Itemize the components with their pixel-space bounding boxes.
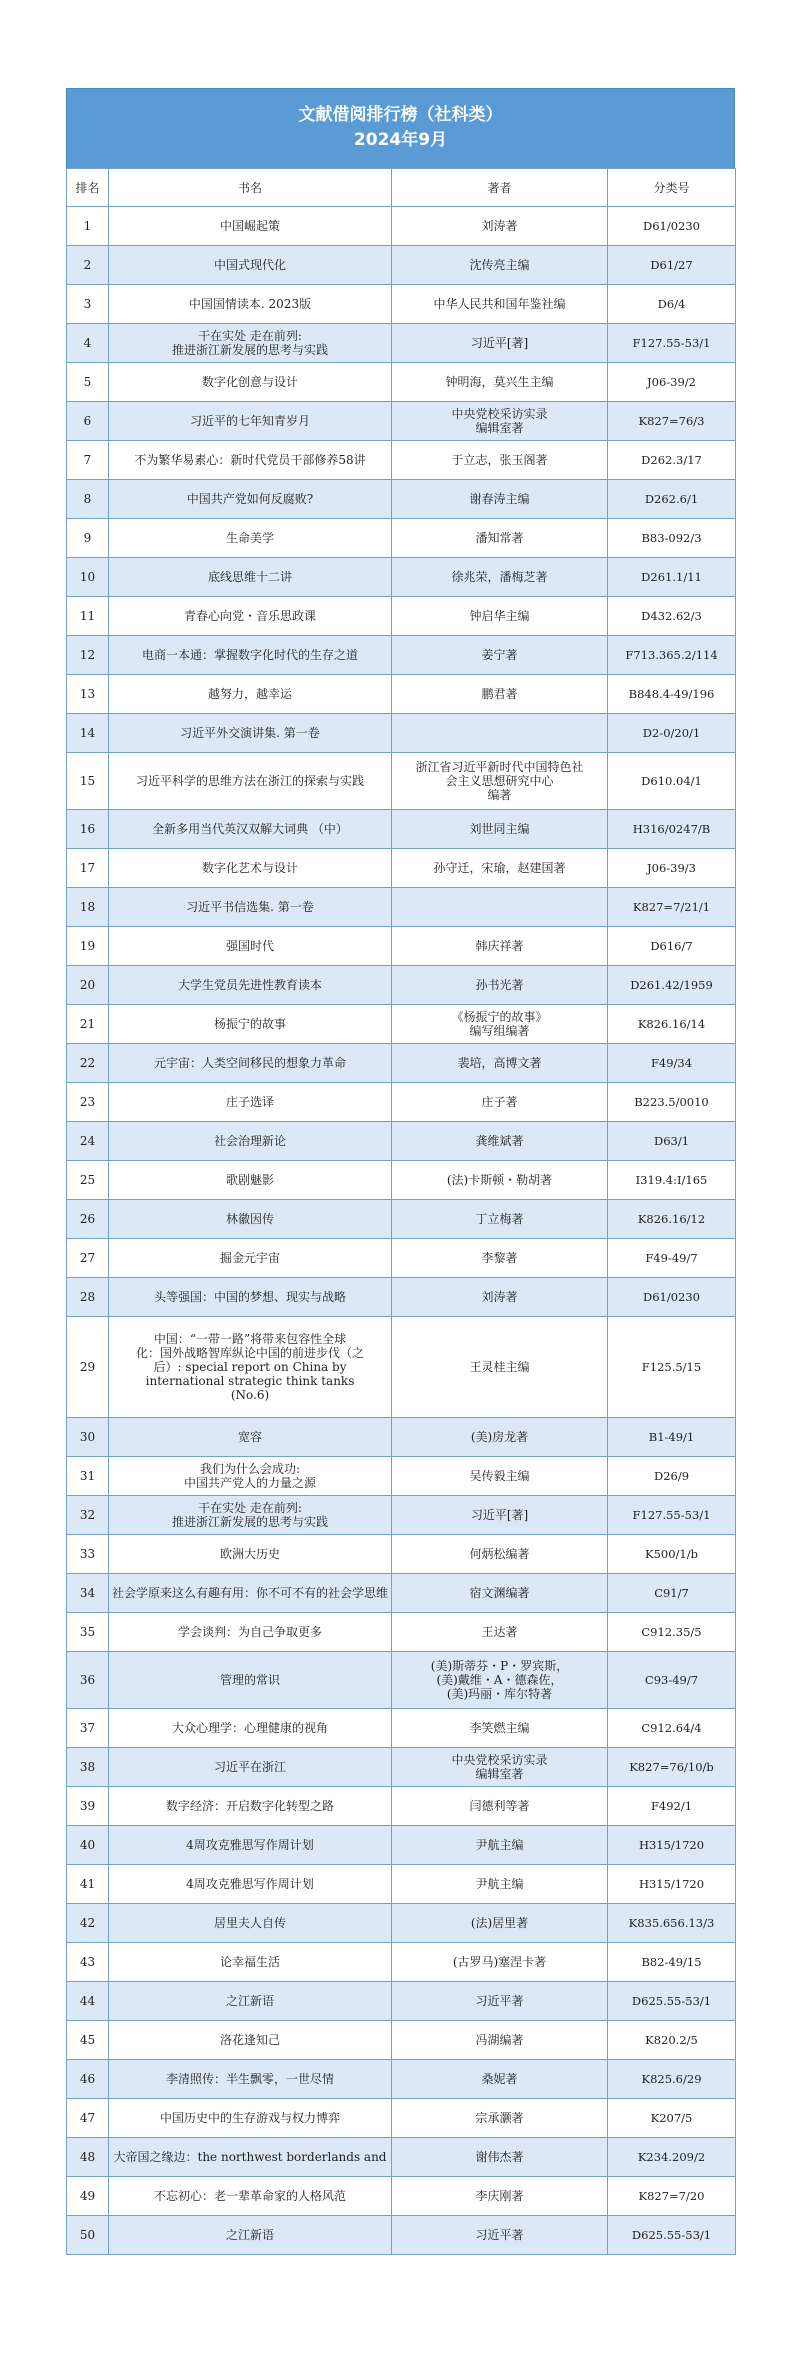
table-row (67, 1865, 736, 1904)
call-number-cell: F492/1 (608, 1787, 736, 1826)
table-row (67, 1317, 736, 1418)
table-row (67, 2060, 736, 2099)
table-row (67, 1239, 736, 1278)
table-row (67, 675, 736, 714)
table-row (67, 519, 736, 558)
book-title-cell: 4周攻克雅思写作周计划 (109, 1865, 392, 1904)
author-cell: 宗承灏著 (392, 2099, 608, 2138)
author-cell: 李黎著 (392, 1239, 608, 1278)
book-title-cell: 居里夫人自传 (109, 1904, 392, 1943)
call-number-cell: H316/0247/B (608, 810, 736, 849)
rank-cell: 3 (67, 285, 109, 324)
rank-cell: 19 (67, 927, 109, 966)
book-title-cell: 强国时代 (109, 927, 392, 966)
table-row (67, 1535, 736, 1574)
book-title-cell: 大众心理学：心理健康的视角 (109, 1709, 392, 1748)
book-title-cell: 林徽因传 (109, 1200, 392, 1239)
call-number-cell: K827=76/3 (608, 402, 736, 441)
table-row (67, 1943, 736, 1982)
rank-cell: 42 (67, 1904, 109, 1943)
author-cell: 王灵桂主编 (392, 1317, 608, 1418)
call-number-cell: F713.365.2/114 (608, 636, 736, 675)
rank-cell: 7 (67, 441, 109, 480)
author-cell: 姜宁著 (392, 636, 608, 675)
call-number-cell: B848.4-49/196 (608, 675, 736, 714)
author-cell: (美)房龙著 (392, 1418, 608, 1457)
table-row (67, 1457, 736, 1496)
call-number-cell: B1-49/1 (608, 1418, 736, 1457)
book-title-cell: 不忘初心：老一辈革命家的人格风范 (109, 2177, 392, 2216)
table-row (67, 324, 736, 363)
book-title-cell: 习近平在浙江 (109, 1748, 392, 1787)
author-cell: 中央党校采访实录 编辑室著 (392, 402, 608, 441)
rank-cell: 2 (67, 246, 109, 285)
table-row (67, 1122, 736, 1161)
author-cell: 李庆刚著 (392, 2177, 608, 2216)
book-title-cell: 论幸福生活 (109, 1943, 392, 1982)
call-number-cell: K234.209/2 (608, 2138, 736, 2177)
call-number-cell: D432.62/3 (608, 597, 736, 636)
rank-cell: 18 (67, 888, 109, 927)
call-number-cell: J06-39/2 (608, 363, 736, 402)
author-cell: 孙书光著 (392, 966, 608, 1005)
call-number-cell: D63/1 (608, 1122, 736, 1161)
call-number-cell: K827=7/21/1 (608, 888, 736, 927)
author-cell: 习近平[著] (392, 1496, 608, 1535)
page-title: 文献借阅排行榜（社科类） (298, 105, 503, 125)
rank-cell: 33 (67, 1535, 109, 1574)
table-row (67, 1418, 736, 1457)
call-number-cell: D262.3/17 (608, 441, 736, 480)
book-title-cell: 习近平书信选集. 第一卷 (109, 888, 392, 927)
rank-cell: 12 (67, 636, 109, 675)
rank-cell: 29 (67, 1317, 109, 1418)
rank-cell: 49 (67, 2177, 109, 2216)
author-cell: 吴传毅主编 (392, 1457, 608, 1496)
book-title-cell: 数字化创意与设计 (109, 363, 392, 402)
author-cell: 庄子著 (392, 1083, 608, 1122)
book-title-cell: 中国国情读本. 2023版 (109, 285, 392, 324)
book-title-cell: 底线思维十二讲 (109, 558, 392, 597)
book-title-cell: 不为繁华易素心：新时代党员干部修养58讲 (109, 441, 392, 480)
author-cell: 谢伟杰著 (392, 2138, 608, 2177)
author-cell: 习近平著 (392, 2216, 608, 2255)
call-number-cell: K825.6/29 (608, 2060, 736, 2099)
rank-cell: 37 (67, 1709, 109, 1748)
author-cell (392, 888, 608, 927)
book-title-cell: 中国：“一带一路”将带来包容性全球 化：国外战略智库纵论中国的前进步伐（之 后）: special report on China by international strategic think tanks (No.6) (109, 1317, 392, 1418)
book-title-cell: 元宇宙：人类空间移民的想象力革命 (109, 1044, 392, 1083)
book-title-cell: 电商一本通：掌握数字化时代的生存之道 (109, 636, 392, 675)
title-bar (66, 88, 735, 168)
book-title-cell: 庄子选译 (109, 1083, 392, 1122)
book-title-cell: 歌剧魅影 (109, 1161, 392, 1200)
author-cell: 刘世同主编 (392, 810, 608, 849)
book-title-cell: 习近平外交演讲集. 第一卷 (109, 714, 392, 753)
call-number-cell: B83-092/3 (608, 519, 736, 558)
call-number-cell: D61/27 (608, 246, 736, 285)
table-row (67, 1278, 736, 1317)
table-row (67, 966, 736, 1005)
author-cell: 桑妮著 (392, 2060, 608, 2099)
call-number-cell: D261.1/11 (608, 558, 736, 597)
rank-cell: 31 (67, 1457, 109, 1496)
table-row (67, 1652, 736, 1709)
table-row (67, 1787, 736, 1826)
book-title-cell: 中国历史中的生存游戏与权力博弈 (109, 2099, 392, 2138)
call-number-cell: D61/0230 (608, 207, 736, 246)
book-title-cell: 之江新语 (109, 2216, 392, 2255)
author-cell: 习近平[著] (392, 324, 608, 363)
call-number-cell: D61/0230 (608, 1278, 736, 1317)
rank-cell: 27 (67, 1239, 109, 1278)
author-cell: 浙江省习近平新时代中国特色社 会主义思想研究中心 编著 (392, 753, 608, 810)
table-row (67, 246, 736, 285)
rank-cell: 32 (67, 1496, 109, 1535)
call-number-cell: J06-39/3 (608, 849, 736, 888)
call-number-cell: K827=76/10/b (608, 1748, 736, 1787)
table-row (67, 441, 736, 480)
table-row (67, 1083, 736, 1122)
table-row (67, 810, 736, 849)
rank-cell: 25 (67, 1161, 109, 1200)
rank-cell: 13 (67, 675, 109, 714)
book-title-cell: 中国崛起策 (109, 207, 392, 246)
author-cell: 《杨振宁的故事》 编写组编著 (392, 1005, 608, 1044)
call-number-cell: B82-49/15 (608, 1943, 736, 1982)
table-body (67, 207, 736, 2255)
rank-cell: 34 (67, 1574, 109, 1613)
rank-cell: 28 (67, 1278, 109, 1317)
author-cell: 冯湖编著 (392, 2021, 608, 2060)
author-cell: 裴培，高博文著 (392, 1044, 608, 1083)
author-cell: 钟明海，莫兴生主编 (392, 363, 608, 402)
book-title-cell: 数字经济：开启数字化转型之路 (109, 1787, 392, 1826)
call-number-cell: F127.55-53/1 (608, 1496, 736, 1535)
table-row (67, 1574, 736, 1613)
author-cell: 潘知常著 (392, 519, 608, 558)
header-author: 著者 (392, 169, 608, 207)
call-number-cell: B223.5/0010 (608, 1083, 736, 1122)
table-row (67, 753, 736, 810)
book-title-cell: 洛花逢知己 (109, 2021, 392, 2060)
table-row (67, 558, 736, 597)
rank-cell: 5 (67, 363, 109, 402)
rank-cell: 20 (67, 966, 109, 1005)
rank-cell: 8 (67, 480, 109, 519)
book-title-cell: 欧洲大历史 (109, 1535, 392, 1574)
table-row (67, 2099, 736, 2138)
table-row (67, 1005, 736, 1044)
table-row (67, 1982, 736, 2021)
book-title-cell: 管理的常识 (109, 1652, 392, 1709)
book-title-cell: 4周攻克雅思写作周计划 (109, 1826, 392, 1865)
call-number-cell: D2-0/20/1 (608, 714, 736, 753)
book-title-cell: 大帝国之缘边：the northwest borderlands and (109, 2138, 392, 2177)
author-cell: 闫德利等著 (392, 1787, 608, 1826)
rank-cell: 24 (67, 1122, 109, 1161)
author-cell: (美)斯蒂芬・P・罗宾斯， (美)戴维・A・德森佐， (美)玛丽・库尔特著 (392, 1652, 608, 1709)
author-cell (392, 714, 608, 753)
table-row (67, 888, 736, 927)
rank-cell: 43 (67, 1943, 109, 1982)
table-row (67, 1709, 736, 1748)
call-number-cell: K826.16/12 (608, 1200, 736, 1239)
table-row (67, 1161, 736, 1200)
call-number-cell: D625.55-53/1 (608, 1982, 736, 2021)
book-title-cell: 数字化艺术与设计 (109, 849, 392, 888)
rank-cell: 38 (67, 1748, 109, 1787)
ranking-sheet (66, 88, 735, 2255)
call-number-cell: H315/1720 (608, 1865, 736, 1904)
rank-cell: 46 (67, 2060, 109, 2099)
call-number-cell: D6/4 (608, 285, 736, 324)
book-title-cell: 全新多用当代英汉双解大词典 （中） (109, 810, 392, 849)
author-cell: 钟启华主编 (392, 597, 608, 636)
author-cell: 丁立梅著 (392, 1200, 608, 1239)
author-cell: 谢春涛主编 (392, 480, 608, 519)
book-title-cell: 习近平科学的思维方法在浙江的探索与实践 (109, 753, 392, 810)
rank-cell: 30 (67, 1418, 109, 1457)
rank-cell: 50 (67, 2216, 109, 2255)
call-number-cell: K500/1/b (608, 1535, 736, 1574)
call-number-cell: D262.6/1 (608, 480, 736, 519)
rank-cell: 36 (67, 1652, 109, 1709)
page-subtitle: 2024年9月 (353, 130, 448, 150)
call-number-cell: F49/34 (608, 1044, 736, 1083)
book-title-cell: 青春心向党・音乐思政课 (109, 597, 392, 636)
author-cell: 刘涛著 (392, 207, 608, 246)
table-row (67, 1044, 736, 1083)
call-number-cell: K826.16/14 (608, 1005, 736, 1044)
book-title-cell: 宽容 (109, 1418, 392, 1457)
table-row (67, 363, 736, 402)
rank-cell: 4 (67, 324, 109, 363)
author-cell: 中华人民共和国年鉴社编 (392, 285, 608, 324)
table-row (67, 2177, 736, 2216)
book-title-cell: 学会谈判：为自己争取更多 (109, 1613, 392, 1652)
author-cell: 沈传亮主编 (392, 246, 608, 285)
table-row (67, 597, 736, 636)
author-cell: 鹏君著 (392, 675, 608, 714)
rank-cell: 1 (67, 207, 109, 246)
table-row (67, 1613, 736, 1652)
rank-cell: 23 (67, 1083, 109, 1122)
rank-cell: 17 (67, 849, 109, 888)
call-number-cell: K207/5 (608, 2099, 736, 2138)
header-rank: 排名 (67, 169, 109, 207)
table-row (67, 1200, 736, 1239)
call-number-cell: I319.4:I/165 (608, 1161, 736, 1200)
table-row (67, 636, 736, 675)
call-number-cell: D616/7 (608, 927, 736, 966)
rank-cell: 9 (67, 519, 109, 558)
author-cell: 韩庆祥著 (392, 927, 608, 966)
book-title-cell: 生命美学 (109, 519, 392, 558)
author-cell: 刘涛著 (392, 1278, 608, 1317)
table-row (67, 402, 736, 441)
author-cell: 何炳松编著 (392, 1535, 608, 1574)
book-title-cell: 我们为什么会成功: 中国共产党人的力量之源 (109, 1457, 392, 1496)
header-code: 分类号 (608, 169, 736, 207)
rank-cell: 45 (67, 2021, 109, 2060)
call-number-cell: C912.35/5 (608, 1613, 736, 1652)
rank-cell: 6 (67, 402, 109, 441)
author-cell: 孙守迁，宋瑜，赵建国著 (392, 849, 608, 888)
call-number-cell: D261.42/1959 (608, 966, 736, 1005)
table-row (67, 927, 736, 966)
book-title-cell: 社会治理新论 (109, 1122, 392, 1161)
book-title-cell: 大学生党员先进性教育读本 (109, 966, 392, 1005)
rank-cell: 15 (67, 753, 109, 810)
author-cell: 徐兆荣，潘梅芝著 (392, 558, 608, 597)
rank-cell: 35 (67, 1613, 109, 1652)
author-cell: 王达著 (392, 1613, 608, 1652)
author-cell: 中央党校采访实录 编辑室著 (392, 1748, 608, 1787)
rank-cell: 48 (67, 2138, 109, 2177)
call-number-cell: C912.64/4 (608, 1709, 736, 1748)
rank-cell: 22 (67, 1044, 109, 1083)
author-cell: 宿文渊编著 (392, 1574, 608, 1613)
ranking-table (66, 168, 736, 2255)
author-cell: 尹航主编 (392, 1826, 608, 1865)
rank-cell: 26 (67, 1200, 109, 1239)
table-row (67, 1904, 736, 1943)
table-row (67, 1748, 736, 1787)
call-number-cell: F125.5/15 (608, 1317, 736, 1418)
call-number-cell: F49-49/7 (608, 1239, 736, 1278)
book-title-cell: 头等强国：中国的梦想、现实与战略 (109, 1278, 392, 1317)
header-row (67, 169, 736, 207)
author-cell: 龚维斌著 (392, 1122, 608, 1161)
table-row (67, 2021, 736, 2060)
table-row (67, 2216, 736, 2255)
rank-cell: 16 (67, 810, 109, 849)
book-title-cell: 越努力，越幸运 (109, 675, 392, 714)
call-number-cell: H315/1720 (608, 1826, 736, 1865)
author-cell: (法)卡斯顿・勒胡著 (392, 1161, 608, 1200)
call-number-cell: D26/9 (608, 1457, 736, 1496)
rank-cell: 10 (67, 558, 109, 597)
book-title-cell: 李清照传：半生飘零，一世尽情 (109, 2060, 392, 2099)
table-row (67, 207, 736, 246)
call-number-cell: K827=7/20 (608, 2177, 736, 2216)
table-row (67, 1826, 736, 1865)
table-row (67, 849, 736, 888)
rank-cell: 11 (67, 597, 109, 636)
author-cell: 于立志，张玉阁著 (392, 441, 608, 480)
table-row (67, 285, 736, 324)
book-title-cell: 杨振宁的故事 (109, 1005, 392, 1044)
rank-cell: 47 (67, 2099, 109, 2138)
author-cell: 尹航主编 (392, 1865, 608, 1904)
rank-cell: 21 (67, 1005, 109, 1044)
table-row (67, 1496, 736, 1535)
book-title-cell: 中国共产党如何反腐败? (109, 480, 392, 519)
call-number-cell: C91/7 (608, 1574, 736, 1613)
call-number-cell: C93-49/7 (608, 1652, 736, 1709)
header-book: 书名 (109, 169, 392, 207)
rank-cell: 39 (67, 1787, 109, 1826)
book-title-cell: 掘金元宇宙 (109, 1239, 392, 1278)
call-number-cell: K820.2/5 (608, 2021, 736, 2060)
table-row (67, 480, 736, 519)
table-row (67, 714, 736, 753)
author-cell: (古罗马)塞涅卡著 (392, 1943, 608, 1982)
call-number-cell: F127.55-53/1 (608, 324, 736, 363)
rank-cell: 44 (67, 1982, 109, 2021)
book-title-cell: 之江新语 (109, 1982, 392, 2021)
book-title-cell: 中国式现代化 (109, 246, 392, 285)
book-title-cell: 干在实处 走在前列: 推进浙江新发展的思考与实践 (109, 324, 392, 363)
rank-cell: 40 (67, 1826, 109, 1865)
author-cell: (法)居里著 (392, 1904, 608, 1943)
rank-cell: 14 (67, 714, 109, 753)
call-number-cell: D625.55-53/1 (608, 2216, 736, 2255)
book-title-cell: 社会学原来这么有趣有用：你不可不有的社会学思维 (109, 1574, 392, 1613)
rank-cell: 41 (67, 1865, 109, 1904)
author-cell: 李笑燃主编 (392, 1709, 608, 1748)
call-number-cell: K835.656.13/3 (608, 1904, 736, 1943)
book-title-cell: 习近平的七年知青岁月 (109, 402, 392, 441)
call-number-cell: D610.04/1 (608, 753, 736, 810)
table-row (67, 2138, 736, 2177)
book-title-cell: 干在实处 走在前列: 推进浙江新发展的思考与实践 (109, 1496, 392, 1535)
author-cell: 习近平著 (392, 1982, 608, 2021)
